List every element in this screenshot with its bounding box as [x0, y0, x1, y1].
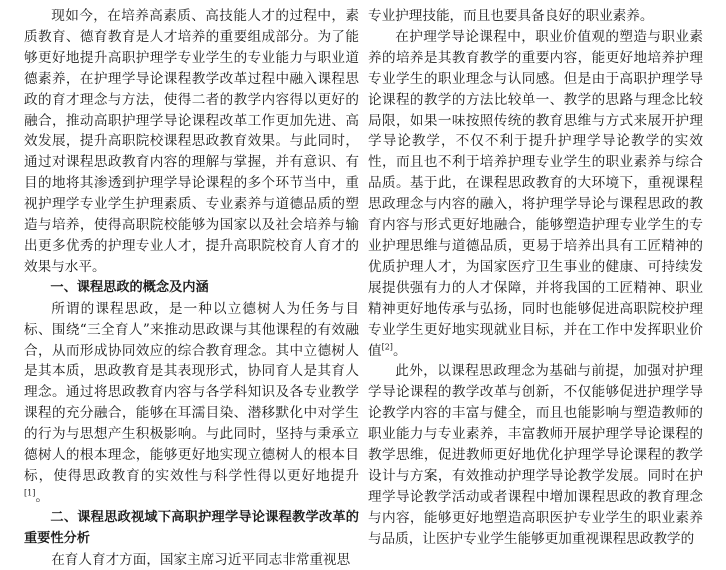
citation-ref-2: [2]: [381, 341, 393, 351]
importance-paragraph-start: 在育人育才方面，国家主席习近平同志非常重视思: [51, 551, 351, 568]
value-paragraph-text: 在护理学导论课程中，职业价值观的塑造与职业素养的培养是其教育教学的重要内容，能更好地培养护理专业学生的职业理念与认同感。但是由于高职护理学导论课程的教学的方法比较单一、教学的思路与理念比较局限，如果一味按照传统的教育思维与方式来展开护理学导论教学，不仅不利于提升护理学导论教学的实效性，而且也不利于培养护理专业学生的职业素养与综合品质。基于此，在课程思政教育的大环境下，重视课程思政理念与内容的融入，将护理学导论与课程思政的教育内容与形式更好地融合，能够塑造护理专业学生的专业护理思维与道德品质，更易于培养出具有工匠精神的优质护理人才，为国家医疗卫生事业的健康、可持续发展提供强有力的人才保障，并将我国的工匠精神、职业精神更好地传承与弘扬，同时也能够促进高职院校护理专业学生更好地实现就业目标，并在工作中发挥职业价值: [368, 28, 703, 359]
right-column: [368, 6, 703, 550]
section-heading-1: 一、课程思政的概念及内涵: [50, 279, 209, 295]
reform-paragraph: 此外，以课程思政理念为基础与前提，加强对护理学导论课程的教学改革与创新，不仅能够促进护理学导论教学内容的丰富与健全，而且也能影响与塑造教师的职业能力与专业素养，丰富教师开展护理学导论课程的教学思维，促进教师更好地优化护理学导论课程的教学设计与方案，有效推动护理学导论教学发展。同时在护理学导论教学活动或者课程中增加课程思政的教育理念与内容，能够更好地塑造高职医护专业学生的职业素养与品质，让医护专业学生能够更加重视课程思政教学的: [368, 363, 703, 547]
section-heading-2: 二、课程思政视域下高职护理学导论课程教学改革的重要性分析: [24, 509, 359, 546]
value-paragraph-end: 。: [392, 342, 407, 359]
value-paragraph: [368, 27, 703, 362]
concept-paragraph-end: 。: [35, 488, 49, 505]
citation-ref-1: [1]: [24, 488, 36, 498]
continued-paragraph: 专业护理技能，而且也要具备良好的职业素养。: [368, 8, 654, 24]
intro-paragraph: 现如今，在培养高素质、高技能人才的过程中，素质教育、德育教育是人才培养的重要组成部分。为了能够更好地提升高职护理学专业学生的专业能力与职业道德素养，在护理学导论课程教学改革过程中融入课程思政的育才理念与方法，使得二者的教学内容得以更好的融合，推动高职护理学导论课程改革工作更加先进、高效发展，提升高职院校课程思政教育效果。与此同时，通过对课程思政教育内容的理解与掌握，并有意识、有目的地将其渗透到护理学导论课程的多个环节当中，重视护理学专业学生护理素质、专业素养与道德品质的塑造与培养，使得高职院校能够为国家以及社会培养与输出更多优秀的护理专业人才，提升高职院校育人育才的效果与水平。: [24, 8, 359, 275]
concept-paragraph-text: 所谓的课程思政，是一种以立德树人为任务与目标、围绕“三全育人”来推动思政课与其他课程的有效融合，从而形成协同效应的综合教育理念。其中立德树人是其本质，思政教育是其表现形式，协同育人是其育人理念。通过将思政教育内容与各学科知识及各专业教学课程的充分融合，能够在耳濡目染、潜移默化中对学生的行为与思想产生积极影响。与此同时，坚持与秉承立德树人的根本理念，能够更好地实现立德树人的根本目标，使得思政教育的实效性与科学性得以更好地提升: [24, 300, 359, 484]
left-column: [24, 6, 359, 570]
concept-paragraph: [24, 299, 359, 508]
